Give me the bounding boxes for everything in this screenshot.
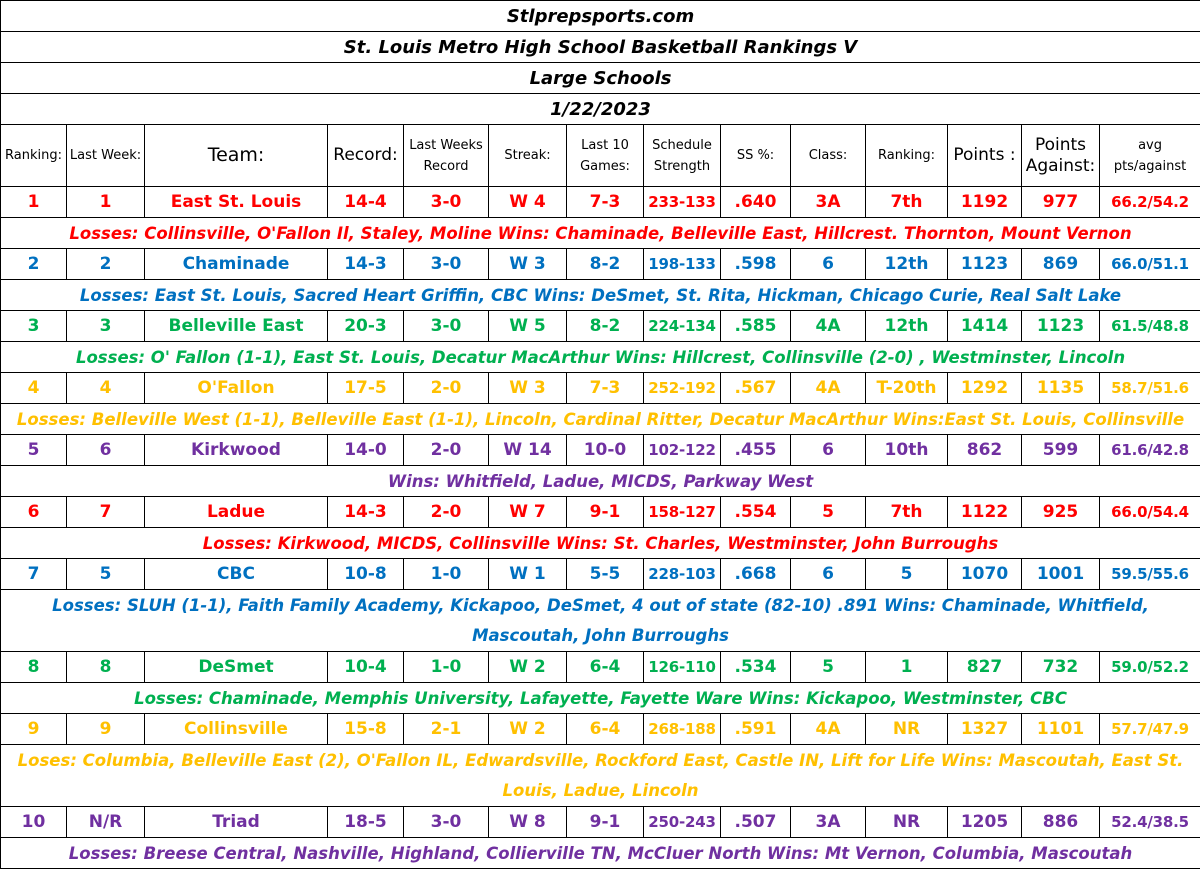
team-row — [1, 435, 1200, 466]
team-row — [1, 373, 1200, 404]
col-ss-pct: SS %: — [721, 125, 791, 187]
cell-streak: W 3 — [489, 373, 567, 404]
team-row — [1, 714, 1200, 745]
cell-class: 6 — [791, 559, 866, 590]
cell-class-ranking: 1 — [866, 652, 948, 683]
cell-avg: 66.2/54.2 — [1100, 187, 1200, 218]
cell-rank: 6 — [1, 497, 67, 528]
cell-class-ranking: NR — [866, 714, 948, 745]
col-record: Record: — [328, 125, 404, 187]
cell-ss-pct: .534 — [721, 652, 791, 683]
cell-class-ranking: 12th — [866, 311, 948, 342]
results-row — [1, 466, 1200, 497]
cell-points-against: 886 — [1022, 807, 1100, 838]
results-note: Losses: East St. Louis, Sacred Heart Griffin, CBC Wins: DeSmet, St. Rita, Hickman, Chicago Curie, Real Salt Lake — [1, 280, 1200, 311]
results-row — [1, 745, 1200, 807]
cell-team: O'Fallon — [145, 373, 328, 404]
cell-last10: 9-1 — [567, 807, 644, 838]
team-row — [1, 497, 1200, 528]
cell-points: 1123 — [948, 249, 1022, 280]
cell-points: 1327 — [948, 714, 1022, 745]
cell-last-weeks-record: 3-0 — [404, 807, 489, 838]
cell-streak: W 14 — [489, 435, 567, 466]
cell-record: 10-8 — [328, 559, 404, 590]
cell-last-week: 6 — [67, 435, 145, 466]
cell-avg: 59.0/52.2 — [1100, 652, 1200, 683]
results-row — [1, 280, 1200, 311]
cell-ss-pct: .585 — [721, 311, 791, 342]
cell-points-against: 925 — [1022, 497, 1100, 528]
cell-class-ranking: 10th — [866, 435, 948, 466]
cell-ss-pct: .668 — [721, 559, 791, 590]
cell-schedule-strength: 198-133 — [644, 249, 721, 280]
results-note: Losses: Breese Central, Nashville, Highland, Collierville TN, McCluer North Wins: Mt Vernon, Columbia, Mascoutah — [1, 838, 1200, 869]
cell-rank: 10 — [1, 807, 67, 838]
cell-last-weeks-record: 1-0 — [404, 559, 489, 590]
cell-team: Chaminade — [145, 249, 328, 280]
cell-schedule-strength: 158-127 — [644, 497, 721, 528]
cell-streak: W 5 — [489, 311, 567, 342]
cell-class: 5 — [791, 497, 866, 528]
col-ranking: Ranking: — [1, 125, 67, 187]
cell-last-week: N/R — [67, 807, 145, 838]
cell-class: 3A — [791, 807, 866, 838]
cell-record: 18-5 — [328, 807, 404, 838]
cell-avg: 66.0/54.4 — [1100, 497, 1200, 528]
cell-streak: W 8 — [489, 807, 567, 838]
col-schedule-strength: Schedule Strength — [644, 125, 721, 187]
cell-last-week: 3 — [67, 311, 145, 342]
cell-record: 14-3 — [328, 497, 404, 528]
team-row — [1, 807, 1200, 838]
cell-rank: 1 — [1, 187, 67, 218]
results-note: Losses: SLUH (1-1), Faith Family Academy, Kickapoo, DeSmet, 4 out of state (82-10) .891 Wins: Chaminade, Whitfield, Mascoutah, John Burroughs — [1, 590, 1200, 652]
cell-points-against: 869 — [1022, 249, 1100, 280]
cell-class: 4A — [791, 714, 866, 745]
cell-class-ranking: NR — [866, 807, 948, 838]
cell-points: 1070 — [948, 559, 1022, 590]
col-last10: Last 10 Games: — [567, 125, 644, 187]
results-row — [1, 683, 1200, 714]
cell-last-week: 2 — [67, 249, 145, 280]
cell-streak: W 7 — [489, 497, 567, 528]
cell-last-weeks-record: 1-0 — [404, 652, 489, 683]
cell-streak: W 3 — [489, 249, 567, 280]
cell-points-against: 977 — [1022, 187, 1100, 218]
cell-schedule-strength: 126-110 — [644, 652, 721, 683]
cell-class: 5 — [791, 652, 866, 683]
cell-team: East St. Louis — [145, 187, 328, 218]
cell-record: 10-4 — [328, 652, 404, 683]
cell-record: 15-8 — [328, 714, 404, 745]
cell-record: 17-5 — [328, 373, 404, 404]
cell-schedule-strength: 233-133 — [644, 187, 721, 218]
cell-rank: 2 — [1, 249, 67, 280]
cell-streak: W 1 — [489, 559, 567, 590]
cell-last-week: 4 — [67, 373, 145, 404]
cell-class-ranking: 7th — [866, 187, 948, 218]
cell-last10: 9-1 — [567, 497, 644, 528]
cell-class: 6 — [791, 249, 866, 280]
cell-last-weeks-record: 2-0 — [404, 373, 489, 404]
col-last-weeks-record: Last Weeks Record — [404, 125, 489, 187]
cell-points: 1192 — [948, 187, 1022, 218]
cell-avg: 61.6/42.8 — [1100, 435, 1200, 466]
cell-avg: 57.7/47.9 — [1100, 714, 1200, 745]
cell-schedule-strength: 228-103 — [644, 559, 721, 590]
cell-points: 1205 — [948, 807, 1022, 838]
cell-class-ranking: T-20th — [866, 373, 948, 404]
cell-last10: 6-4 — [567, 714, 644, 745]
cell-points: 1414 — [948, 311, 1022, 342]
cell-last-weeks-record: 3-0 — [404, 249, 489, 280]
cell-schedule-strength: 102-122 — [644, 435, 721, 466]
results-row — [1, 404, 1200, 435]
cell-points: 1122 — [948, 497, 1022, 528]
cell-points-against: 1123 — [1022, 311, 1100, 342]
cell-points: 862 — [948, 435, 1022, 466]
results-note: Losses: Chaminade, Memphis University, Lafayette, Fayette Ware Wins: Kickapoo, Westminster, CBC — [1, 683, 1200, 714]
cell-ss-pct: .455 — [721, 435, 791, 466]
cell-ss-pct: .554 — [721, 497, 791, 528]
cell-team: Belleville East — [145, 311, 328, 342]
cell-last10: 8-2 — [567, 311, 644, 342]
cell-last-week: 1 — [67, 187, 145, 218]
cell-last-weeks-record: 2-0 — [404, 435, 489, 466]
cell-class-ranking: 12th — [866, 249, 948, 280]
cell-rank: 8 — [1, 652, 67, 683]
col-team: Team: — [145, 125, 328, 187]
cell-team: CBC — [145, 559, 328, 590]
cell-points-against: 732 — [1022, 652, 1100, 683]
cell-points-against: 1101 — [1022, 714, 1100, 745]
division-title: Large Schools — [1, 63, 1200, 94]
cell-ss-pct: .507 — [721, 807, 791, 838]
results-note: Losses: Belleville West (1-1), Belleville East (1-1), Lincoln, Cardinal Ritter, Decatur MacArthur Wins:East St. Louis, Collinsville — [1, 404, 1200, 435]
cell-points-against: 1001 — [1022, 559, 1100, 590]
cell-record: 14-3 — [328, 249, 404, 280]
cell-points-against: 1135 — [1022, 373, 1100, 404]
cell-class-ranking: 7th — [866, 497, 948, 528]
cell-last-weeks-record: 3-0 — [404, 187, 489, 218]
results-note: Losses: Kirkwood, MICDS, Collinsville Wins: St. Charles, Westminster, John Burroughs — [1, 528, 1200, 559]
cell-streak: W 2 — [489, 652, 567, 683]
results-row — [1, 528, 1200, 559]
column-header-row — [1, 125, 1200, 187]
date-title: 1/22/2023 — [1, 94, 1200, 125]
team-row — [1, 187, 1200, 218]
team-row — [1, 311, 1200, 342]
cell-last-weeks-record: 2-0 — [404, 497, 489, 528]
cell-rank: 4 — [1, 373, 67, 404]
results-note: Loses: Columbia, Belleville East (2), O'Fallon IL, Edwardsville, Rockford East, Castle IN, Lift for Life Wins: Mascoutah, East St. Louis, Ladue, Lincoln — [1, 745, 1200, 807]
cell-points-against: 599 — [1022, 435, 1100, 466]
cell-schedule-strength: 250-243 — [644, 807, 721, 838]
cell-last-week: 5 — [67, 559, 145, 590]
team-row — [1, 559, 1200, 590]
cell-last-weeks-record: 3-0 — [404, 311, 489, 342]
cell-ss-pct: .567 — [721, 373, 791, 404]
cell-last-week: 9 — [67, 714, 145, 745]
cell-streak: W 2 — [489, 714, 567, 745]
cell-team: Collinsville — [145, 714, 328, 745]
cell-ss-pct: .598 — [721, 249, 791, 280]
results-row — [1, 342, 1200, 373]
cell-ss-pct: .591 — [721, 714, 791, 745]
cell-schedule-strength: 224-134 — [644, 311, 721, 342]
cell-avg: 66.0/51.1 — [1100, 249, 1200, 280]
results-note: Losses: Collinsville, O'Fallon Il, Staley, Moline Wins: Chaminade, Belleville East, Hillcrest. Thornton, Mount Vernon — [1, 218, 1200, 249]
cell-last10: 7-3 — [567, 187, 644, 218]
cell-avg: 52.4/38.5 — [1100, 807, 1200, 838]
results-note: Losses: O' Fallon (1-1), East St. Louis, Decatur MacArthur Wins: Hillcrest, Collinsville (2-0) , Westminster, Lincoln — [1, 342, 1200, 373]
results-row — [1, 590, 1200, 652]
col-streak: Streak: — [489, 125, 567, 187]
cell-class: 4A — [791, 311, 866, 342]
cell-avg: 61.5/48.8 — [1100, 311, 1200, 342]
cell-schedule-strength: 252-192 — [644, 373, 721, 404]
cell-record: 14-0 — [328, 435, 404, 466]
cell-team: Ladue — [145, 497, 328, 528]
team-row — [1, 652, 1200, 683]
cell-rank: 9 — [1, 714, 67, 745]
cell-last-weeks-record: 2-1 — [404, 714, 489, 745]
cell-team: Kirkwood — [145, 435, 328, 466]
results-note: Wins: Whitfield, Ladue, MICDS, Parkway West — [1, 466, 1200, 497]
cell-class-ranking: 5 — [866, 559, 948, 590]
cell-last-week: 8 — [67, 652, 145, 683]
results-row — [1, 218, 1200, 249]
site-title: Stlprepsports.com — [1, 1, 1200, 32]
cell-last10: 7-3 — [567, 373, 644, 404]
col-class-ranking: Ranking: — [866, 125, 948, 187]
cell-team: DeSmet — [145, 652, 328, 683]
cell-avg: 58.7/51.6 — [1100, 373, 1200, 404]
cell-rank: 5 — [1, 435, 67, 466]
cell-class: 3A — [791, 187, 866, 218]
col-avg: avg pts/against — [1100, 125, 1200, 187]
cell-last-week: 7 — [67, 497, 145, 528]
col-last-week: Last Week: — [67, 125, 145, 187]
cell-streak: W 4 — [489, 187, 567, 218]
cell-last10: 8-2 — [567, 249, 644, 280]
cell-avg: 59.5/55.6 — [1100, 559, 1200, 590]
team-row — [1, 249, 1200, 280]
cell-last10: 10-0 — [567, 435, 644, 466]
cell-record: 20-3 — [328, 311, 404, 342]
cell-last10: 5-5 — [567, 559, 644, 590]
cell-team: Triad — [145, 807, 328, 838]
cell-ss-pct: .640 — [721, 187, 791, 218]
cell-points: 1292 — [948, 373, 1022, 404]
cell-rank: 3 — [1, 311, 67, 342]
cell-last10: 6-4 — [567, 652, 644, 683]
cell-points: 827 — [948, 652, 1022, 683]
col-points-against: Points Against: — [1022, 125, 1100, 187]
col-points: Points : — [948, 125, 1022, 187]
cell-class: 4A — [791, 373, 866, 404]
cell-schedule-strength: 268-188 — [644, 714, 721, 745]
results-row — [1, 838, 1200, 869]
cell-record: 14-4 — [328, 187, 404, 218]
page-title: St. Louis Metro High School Basketball Rankings V — [1, 32, 1200, 63]
cell-rank: 7 — [1, 559, 67, 590]
col-class: Class: — [791, 125, 866, 187]
cell-class: 6 — [791, 435, 866, 466]
